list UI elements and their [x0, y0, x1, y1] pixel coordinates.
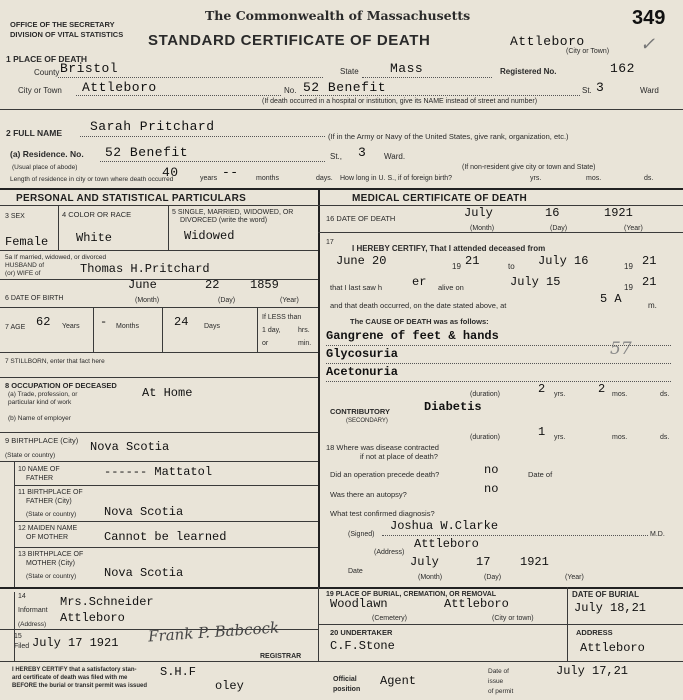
undertaker-address: Attleboro	[580, 641, 645, 655]
age-months: -	[100, 315, 108, 329]
to-label: to	[508, 262, 515, 271]
age-months-label: Months	[116, 323, 139, 330]
dob-year: 1859	[250, 278, 279, 292]
spouse-label-3: (or) WIFE of	[5, 270, 41, 277]
color-value: White	[76, 231, 113, 245]
age-label: 7 AGE	[5, 324, 26, 331]
mother-name-label-1: 12 MAIDEN NAME	[18, 525, 78, 532]
burial-date: July 18,21	[574, 601, 647, 615]
signed-month-label: (Month)	[418, 574, 443, 581]
hospital-note: (If death occurred in a hospital or institution, give its NAME instead of street and number)	[262, 98, 538, 105]
registered-label: Registered No.	[500, 67, 557, 76]
last-saw-label: that I last saw h	[330, 283, 383, 292]
official-label-1: Official	[333, 676, 357, 683]
dob-day-label: (Day)	[218, 297, 236, 304]
occupation-label-4: (b) Name of employer	[8, 415, 71, 422]
last-saw-date: July 15	[510, 275, 561, 289]
cause-label: The CAUSE OF DEATH was as follows:	[350, 317, 489, 326]
occupation-value: At Home	[142, 386, 193, 400]
dob-day: 22	[205, 278, 220, 292]
attend-to: July 16	[538, 254, 589, 268]
agent-name-2: oley	[215, 679, 244, 693]
death-time-m: m.	[648, 301, 657, 310]
signed-day-label: (Day)	[484, 574, 502, 581]
occupation-label-2: (a) Trade, profession, or	[8, 391, 78, 398]
death-year-label: (Year)	[624, 225, 643, 232]
attend-from-19: 19	[452, 262, 461, 271]
city-value: Attleboro	[82, 80, 157, 95]
physician-address: Attleboro	[414, 537, 479, 551]
age-days-label: Days	[204, 323, 220, 330]
father-bp-value: Nova Scotia	[104, 505, 184, 519]
res-st-value: 3	[358, 145, 367, 160]
us-mos: mos.	[586, 175, 602, 182]
undertaker-address-label: ADDRESS	[576, 628, 613, 637]
permit-certify-3: BEFORE the burial or transit permit was issued	[12, 683, 148, 689]
death-month: July	[464, 206, 493, 220]
us-ds: ds.	[644, 175, 654, 182]
undertaker-value: C.F.Stone	[330, 639, 395, 653]
undertaker-label: 20 UNDERTAKER	[330, 628, 393, 637]
burial-label: 19 PLACE OF BURIAL, CREMATION, OR REMOVAL	[326, 591, 497, 598]
less-label-1: If LESS than	[262, 314, 302, 321]
duration-2: 1	[538, 425, 546, 439]
duration-mos-2: mos.	[612, 434, 628, 441]
filed-number: 15	[14, 633, 22, 640]
attend-to-19: 19	[624, 262, 633, 271]
informant-label: Informant	[18, 607, 48, 614]
death-time: 5 A	[600, 292, 622, 306]
marital-value: Widowed	[184, 229, 235, 243]
address-value: 52 Benefit	[303, 80, 387, 95]
issue-label-2: issue	[488, 678, 504, 685]
us-label: How long in U. S., if of foreign birth?	[340, 175, 453, 182]
contributory-label: CONTRIBUTORY	[330, 407, 390, 416]
attend-from: June 20	[336, 254, 387, 268]
physician-name: Joshua W.Clarke	[390, 519, 499, 533]
age-years: 62	[36, 315, 51, 329]
color-label: 4 COLOR OR RACE	[62, 210, 132, 219]
res-ward-label: Ward.	[384, 152, 406, 161]
death-year: 1921	[604, 206, 633, 220]
full-name-value: Sarah Pritchard	[90, 119, 215, 134]
last-saw-19: 19	[624, 283, 633, 292]
page-number: 349	[632, 7, 666, 29]
residence-label: (a) Residence. No.	[10, 149, 84, 159]
dob-year-label: (Year)	[280, 297, 299, 304]
death-day-label: (Day)	[550, 225, 568, 232]
registrar-signature: Frank P. Babcock	[147, 618, 280, 646]
duration-yrs-2: yrs.	[554, 434, 566, 441]
mother-bp-label-3: (State or country)	[26, 573, 77, 580]
duration-label-1: (duration)	[470, 391, 500, 398]
length-months: months	[256, 175, 279, 182]
less-label-2b: hrs.	[298, 327, 310, 334]
duration-label-2: (duration)	[470, 434, 500, 441]
length-years: years	[200, 175, 218, 182]
registered-number: 162	[610, 61, 635, 76]
personal-header: PERSONAL AND STATISTICAL PARTICULARS	[16, 193, 247, 204]
duration-yrs-1: yrs.	[554, 391, 566, 398]
res-st-label: St.,	[330, 152, 343, 161]
cause-3: Acetonuria	[326, 365, 399, 379]
occupation-label-1: 8 OCCUPATION OF DECEASED	[5, 381, 117, 390]
issue-label-1: Date of	[488, 668, 509, 675]
place-of-death-label: 1 PLACE OF DEATH	[6, 54, 88, 64]
city-label: City or Town	[18, 86, 62, 95]
less-label-3: or	[262, 340, 269, 347]
length-days: days.	[316, 175, 333, 182]
residence-value: 52 Benefit	[105, 145, 189, 160]
cause-note: 57	[610, 339, 632, 359]
st-value: 3	[596, 80, 605, 95]
last-saw-year: 21	[642, 275, 657, 289]
age-years-label: Years	[62, 323, 80, 330]
q18-label-2: if not at place of death?	[360, 452, 438, 461]
contributory-value: Diabetis	[424, 400, 482, 414]
permit-certify-2: ard certificate of death was filed with me	[12, 675, 128, 681]
birthplace-label-2: (State or country)	[5, 452, 56, 459]
spouse-label-1: 5a If married, widowed, or divorced	[5, 254, 107, 261]
death-occurred-label: and that death occurred, on the date stated above, at	[330, 301, 507, 310]
informant-value: Mrs.Schneider	[60, 595, 154, 609]
sex-value: Female	[5, 235, 49, 249]
mother-bp-value: Nova Scotia	[104, 566, 184, 580]
date-of-death-label: 16 DATE OF DEATH	[326, 214, 396, 223]
cause-2: Glycosuria	[326, 347, 399, 361]
marital-label-2: DIVORCED (write the word)	[180, 217, 268, 224]
filed-value: July 17 1921	[32, 636, 119, 650]
signed-day: 17	[476, 555, 491, 569]
cemetery-value: Woodlawn	[330, 597, 388, 611]
duration-mos-1: mos.	[612, 391, 628, 398]
burial-date-label: DATE OF BURIAL	[572, 590, 639, 599]
state-value: Mass	[390, 61, 424, 76]
q17-label: 17	[326, 239, 334, 246]
secondary-label: (SECONDARY)	[346, 418, 388, 424]
attend-from-year: 21	[465, 254, 480, 268]
signed-year: 1921	[520, 555, 549, 569]
birthplace-label-1: 9 BIRTHPLACE (City)	[5, 436, 79, 445]
certificate-title: STANDARD CERTIFICATE OF DEATH	[148, 32, 431, 49]
st-label: St.	[582, 86, 592, 95]
residence-note: (Usual place of abode)	[12, 164, 78, 171]
death-day: 16	[545, 206, 560, 220]
state-label: State	[340, 67, 359, 76]
check-mark: ✓	[640, 34, 656, 55]
father-bp-label-3: (State or country)	[26, 511, 77, 518]
informant-address: Attleboro	[60, 611, 125, 625]
no-label: No.	[284, 86, 297, 95]
nonresident-note: (If non-resident give city or town and State)	[462, 164, 596, 171]
county-value: Bristol	[60, 61, 119, 76]
signed-label: (Signed)	[348, 531, 375, 538]
length-value: 40	[162, 165, 179, 180]
issue-date: July 17,21	[556, 664, 629, 678]
occupation-label-3: particular kind of work	[8, 399, 72, 406]
length-label: Length of residence in city or town where death occurred	[10, 176, 174, 183]
county-label: County	[34, 68, 60, 77]
mother-bp-label-1: 13 BIRTHPLACE OF	[18, 551, 84, 558]
ward-label: Ward	[640, 86, 659, 95]
informant-number: 14	[18, 593, 26, 600]
test-label: What test confirmed diagnosis?	[330, 509, 435, 518]
dob-month: June	[128, 278, 157, 292]
medical-header: MEDICAL CERTIFICATE OF DEATH	[352, 193, 528, 204]
certify-text: I HEREBY CERTIFY, That I attended deceased from	[352, 244, 546, 253]
registrar-label: REGISTRAR	[260, 653, 302, 660]
commonwealth-title: The Commonwealth of Massachusetts	[205, 8, 471, 23]
us-yrs: yrs.	[530, 175, 542, 182]
stillborn-label: 7 STILLBORN, enter that fact here	[5, 358, 105, 365]
agent-name-1: S.H.F	[160, 665, 197, 679]
duration-ds-1: ds.	[660, 391, 670, 398]
dob-month-label: (Month)	[135, 297, 160, 304]
physician-address-label: (Address)	[374, 549, 405, 556]
less-label-2: 1 day,	[262, 327, 281, 334]
cemetery-label: (Cemetery)	[372, 615, 408, 622]
cause-1: Gangrene of feet & hands	[326, 329, 499, 343]
autopsy-label: Was there an autopsy?	[330, 490, 407, 499]
last-saw-h: er	[412, 275, 427, 289]
full-name-label: 2 FULL NAME	[6, 128, 63, 138]
less-label-3b: min.	[298, 340, 312, 347]
last-saw-alive: alive on	[438, 283, 464, 292]
father-name-label-2: FATHER	[26, 475, 54, 482]
office-label: OFFICE OF THE SECRETARY	[10, 20, 115, 29]
city-top: Attleboro	[510, 34, 585, 49]
q18-label-1: 18 Where was disease contracted	[326, 443, 439, 452]
duration-1: 2	[538, 382, 546, 396]
operation-label: Did an operation precede death?	[330, 470, 440, 479]
mother-name-label-2: OF MOTHER	[26, 534, 68, 541]
father-bp-label-1: 11 BIRTHPLACE OF	[18, 489, 83, 496]
burial-city: Attleboro	[444, 597, 509, 611]
official-position: Agent	[380, 674, 417, 688]
attend-to-year: 21	[642, 254, 657, 268]
permit-certify-1: I HEREBY CERTIFY that a satisfactory stan-	[12, 667, 137, 673]
burial-city-label: (City or town)	[492, 615, 534, 622]
father-bp-label-2: FATHER (City)	[26, 498, 72, 505]
md-label: M.D.	[650, 531, 665, 538]
division-label: DIVISION OF VITAL STATISTICS	[10, 30, 124, 39]
mother-name-value: Cannot be learned	[104, 530, 227, 544]
mother-bp-label-2: MOTHER (City)	[26, 560, 75, 567]
spouse-value: Thomas H.Pritchard	[80, 262, 210, 276]
signed-year-label: (Year)	[565, 574, 584, 581]
length-dashes: --	[222, 165, 239, 180]
official-label-2: position	[333, 686, 361, 693]
issue-label-3: of permit	[488, 688, 514, 695]
city-or-town-label: (City or Town)	[566, 48, 610, 55]
filed-label: Filed	[14, 643, 30, 650]
duration-value-1: 2	[598, 382, 606, 396]
marital-label-1: 5 SINGLE, MARRIED, WIDOWED, OR	[172, 209, 294, 216]
signed-month: July	[410, 555, 439, 569]
age-days: 24	[174, 315, 189, 329]
duration-ds-2: ds.	[660, 434, 670, 441]
spouse-label-2: HUSBAND of	[5, 262, 45, 269]
sex-label: 3 SEX	[5, 213, 25, 220]
death-month-label: (Month)	[470, 225, 495, 232]
father-name-value: ------ Mattatol	[104, 465, 213, 479]
date-of-label: Date of	[528, 470, 553, 479]
informant-address-label: (Address)	[18, 621, 47, 628]
army-note: (If in the Army or Navy of the United States, give rank, organization, etc.)	[328, 132, 569, 141]
dob-label: 6 DATE OF BIRTH	[5, 295, 64, 302]
father-name-label-1: 10 NAME OF	[18, 466, 60, 473]
operation-value: no	[484, 463, 499, 477]
signed-date-label: Date	[348, 568, 363, 575]
autopsy-value: no	[484, 482, 499, 496]
birthplace-value: Nova Scotia	[90, 440, 170, 454]
